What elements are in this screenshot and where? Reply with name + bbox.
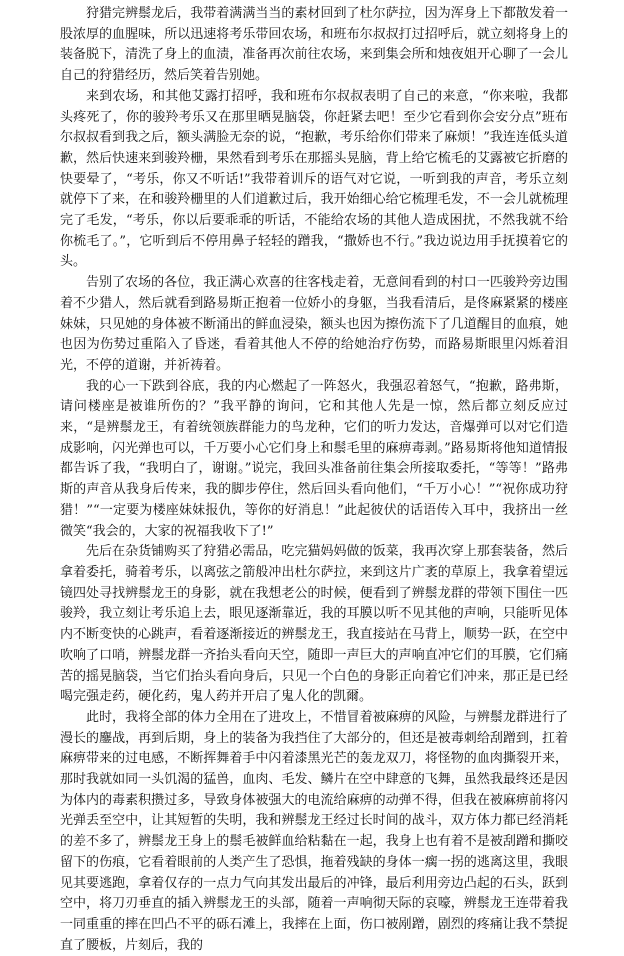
paragraph: 此时，我将全部的体力全用在了进攻上，不惜冒着被麻痹的风险，与辨鬃龙群进行了漫长的鏖战，再到后期，身上的装备为我挡住了大部分的，但还是被毒刺给刮蹭到，扛着麻痹带来的过电感，不断挥舞着手中闪着漆黑光芒的轰龙双刀，将怪物的血肉撕裂开来，那时我就如同一头饥渴的猛兽，血肉、毛发、鳞片在空中肆意的飞舞，虽然我最终还是因为体内的毒素积攒过多，导致身体被强大的电流给麻痹的动弹不得，但我在被麻痹前将闪光弹丢至空中，让其短暂的失明，我和辨鬃龙王经过长时间的战斗，双方体力都已经消耗的差不多了，辨鬃龙王身上的鬃毛被鲜血给粘黏在一起，我身上也有着不是被刮蹭和撕咬留下的伤痕，它看着眼前的人类产生了恐惧，拖着残缺的身体一瘸一拐的逃离这里，我眼见其要逃跑，拿着仅存的一点力气向其发出最后的冲锋，最后利用旁边凸起的石头，跃到空中，将刀刃垂直的插入辨鬃龙王的头部，随着一声响彻天际的哀嚎，辨鬃龙王连带着我一同重重的摔在凹凸不平的砾石滩上，我摔在上面，伤口被剐蹭，剧烈的疼痛让我不禁捉直了腰板，片刻后，我的 bbox=[60, 709, 568, 953]
document-body bbox=[60, 4, 568, 956]
paragraph: 我的心一下跌到谷底，我的内心燃起了一阵怒火，我强忍着怒气，“抱歉，路弗斯，请问楼座是被谁所伤的？”我平静的询问，它和其他人先是一惊，然后都立刻反应过来，“是辨鬃龙王，有着统领族群能力的鸟龙种，它们的听力发达，音爆弹可以对它们造成影响，闪光弹也可以，千万要小心它们身上和鬃毛里的麻痹毒剥。”路易斯将他知道情报都告诉了我，“我明白了，谢谢。”说完，我回头准备前往集会所接取委托，“等等！”路弗斯的声音从我身后传来，我的脚步停住，然后回头看向他们，“千万小心！”“祝你成功狩猎！”“一定要为楼座妹妹报仇，等你的好消息！”此起彼伏的话语传入耳中，我挤出一丝微笑“我会的，大家的祝福我收下了!” bbox=[60, 378, 568, 539]
paragraph: 狩猎完辨鬃龙后，我带着满满当当的素材回到了杜尔萨拉，因为浑身上下都散发着一股浓厚的血腥味，所以迅速将考乐带回农场，和班布尔叔叔打过招呼后，就立刻将身上的装备脱下，清洗了身上的血渍，准备再次前往农场，来到集会所和烛夜姐开心聊了一会儿自己的狩猎经历，然后笑着告别她。 bbox=[60, 6, 568, 84]
paragraph: 先后在杂货铺购买了狩猎必需品，吃完猫妈妈做的饭菜，我再次穿上那套装备，然后拿着委托，骑着考乐，以离弦之箭般冲出杜尔萨拉，来到这片广袤的草原上，我拿着望远镜四处寻找辨鬃龙王的身影，就在我想老公的时候，便看到了辨鬃龙群的带领下围住一匹骏羚，我立刻让考乐追上去，眼见逐渐靠近，我的耳膜以听不见其他的声响，只能听见体内不断变快的心跳声，看着逐渐接近的辨鬃龙王，我直接站在马背上，顺势一跃，在空中吹响了口哨，辨鬃龙群一齐抬头看向天空，随即一声巨大的声响直冲它们的耳膜，它们痛苦的摇晃脑袋，当它们抬头看向身后，只见一个白色的身影正向着它们冲来，那正是已经喝完强走药，硬化药，鬼人药并开启了鬼人化的凯爾。 bbox=[60, 544, 568, 705]
paragraph: 来到农场，和其他艾露打招呼，我和班布尔叔叔表明了自己的来意，“你来啦，我都头疼死了，你的骏羚考乐又在那里晒晃脑袋，你赶紧去吧！至少它看到你会安分点”班布尔叔叔看到我之后，额头满脸无奈的说，“抱歉，考乐给你们带来了麻烦！”我连连低头道歉，然后快速来到骏羚栅，果然看到考乐在那摇头晃脑，背上给它梳毛的艾露被它折磨的快要晕了，“考乐，你又不听话!”我带着训斥的语气对它说，一听到我的声音，考乐立刻就停下了来，在和骏羚栅里的人们道歉过后，我开始细心给它梳理毛发，不一会儿就梳理完了毛发，“考乐，你以后要乖乖的听话，不能给农场的其他人造成困扰，不然我就不给你梳毛了。”，它听到后不停用鼻子轻轻的蹭我，“撒娇也不行。”我边说边用手抚摸着它的头。 bbox=[60, 88, 568, 270]
paragraph: 告别了农场的各位，我正满心欢喜的往客栈走着，无意间看到的村口一匹骏羚旁边围着不少猎人，然后就看到路易斯正抱着一位娇小的身躯，当我看清后，是佟麻紧紧的楼座妹妹，只见她的身体被不断涌出的鲜血浸染，额头也因为擦伤流下了几道醒目的血痕，她也因为伤势过重陷入了昏迷，看着其他人不停的给她治疗伤势，而路易斯眼里闪烁着泪光，不停的道谢，并祈祷着。 bbox=[60, 275, 568, 373]
